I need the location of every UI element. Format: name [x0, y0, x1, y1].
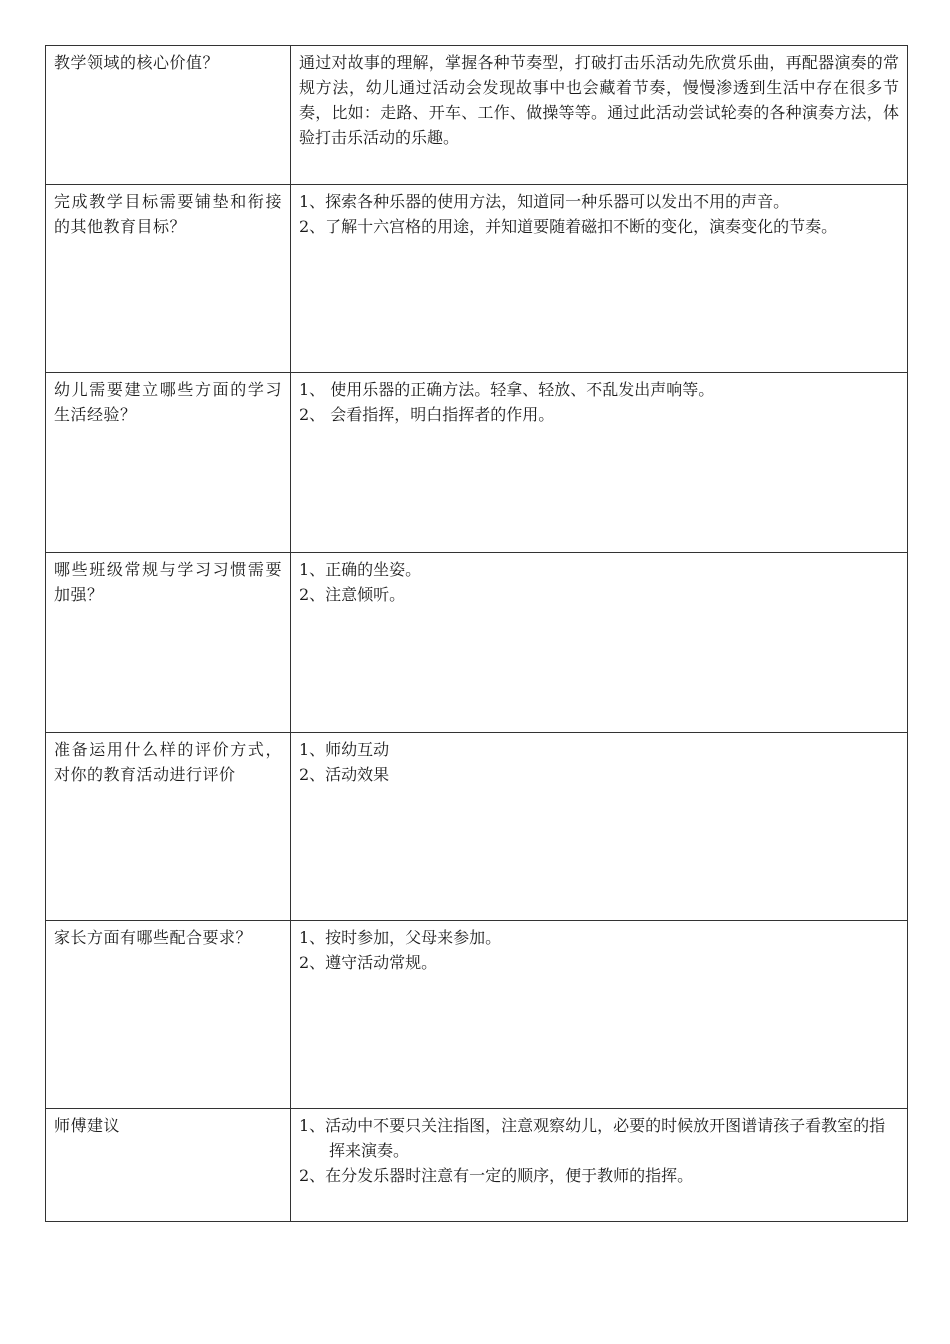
list-item: 2、了解十六宫格的用途，并知道要随着磁扣不断的变化，演奏变化的节奏。 — [299, 217, 838, 236]
table-row — [46, 553, 908, 733]
question-cell: 准备运用什么样的评价方式，对你的教育活动进行评价 — [46, 733, 291, 921]
question-cell: 教学领域的核心价值？ — [46, 46, 291, 185]
question-cell: 完成教学目标需要铺垫和衔接的其他教育目标？ — [46, 185, 291, 373]
question-cell: 师傅建议 — [46, 1109, 291, 1222]
table-row — [46, 185, 908, 373]
answer-cell — [291, 373, 908, 553]
table-row — [46, 1109, 908, 1222]
table-row — [46, 921, 908, 1109]
list-item: 1、按时参加，父母来参加。 — [299, 928, 502, 947]
list-item: 1、正确的坐姿。 — [299, 560, 422, 579]
answer-cell — [291, 553, 908, 733]
answer-paragraph: 通过对故事的理解，掌握各种节奏型，打破打击乐活动先欣赏乐曲，再配器演奏的常规方法，幼儿通过活动会发现故事中也会藏着节奏，慢慢渗透到生活中存在很多节奏，比如：走路、开车、工作、做操等等。通过此活动尝试轮奏的各种演奏方法，体验打击乐活动的乐趣。 — [299, 53, 899, 147]
list-item: 2、活动效果 — [299, 765, 390, 784]
lesson-plan-table — [45, 45, 908, 1222]
answer-cell — [291, 921, 908, 1109]
list-item: 1、 使用乐器的正确方法。轻拿、轻放、不乱发出声响等。 — [299, 380, 715, 399]
list-item: 1、活动中不要只关注指图，注意观察幼儿，必要的时候放开图谱请孩子看教室的指挥来演奏。 — [299, 1116, 886, 1160]
table-row — [46, 733, 908, 921]
list-item: 1、师幼互动 — [299, 740, 390, 759]
answer-cell — [291, 1109, 908, 1222]
list-item: 2、在分发乐器时注意有一定的顺序，便于教师的指挥。 — [299, 1166, 694, 1185]
answer-cell — [291, 733, 908, 921]
answer-cell — [291, 46, 908, 185]
list-item: 2、 会看指挥，明白指挥者的作用。 — [299, 405, 555, 424]
list-item: 2、遵守活动常规。 — [299, 953, 438, 972]
table-row — [46, 373, 908, 553]
list-item: 2、注意倾听。 — [299, 585, 406, 604]
answer-cell — [291, 185, 908, 373]
question-cell: 哪些班级常规与学习习惯需要加强？ — [46, 553, 291, 733]
table-row — [46, 46, 908, 185]
question-cell: 幼儿需要建立哪些方面的学习生活经验？ — [46, 373, 291, 553]
list-item: 1、探索各种乐器的使用方法，知道同一种乐器可以发出不用的声音。 — [299, 192, 790, 211]
question-cell: 家长方面有哪些配合要求？ — [46, 921, 291, 1109]
